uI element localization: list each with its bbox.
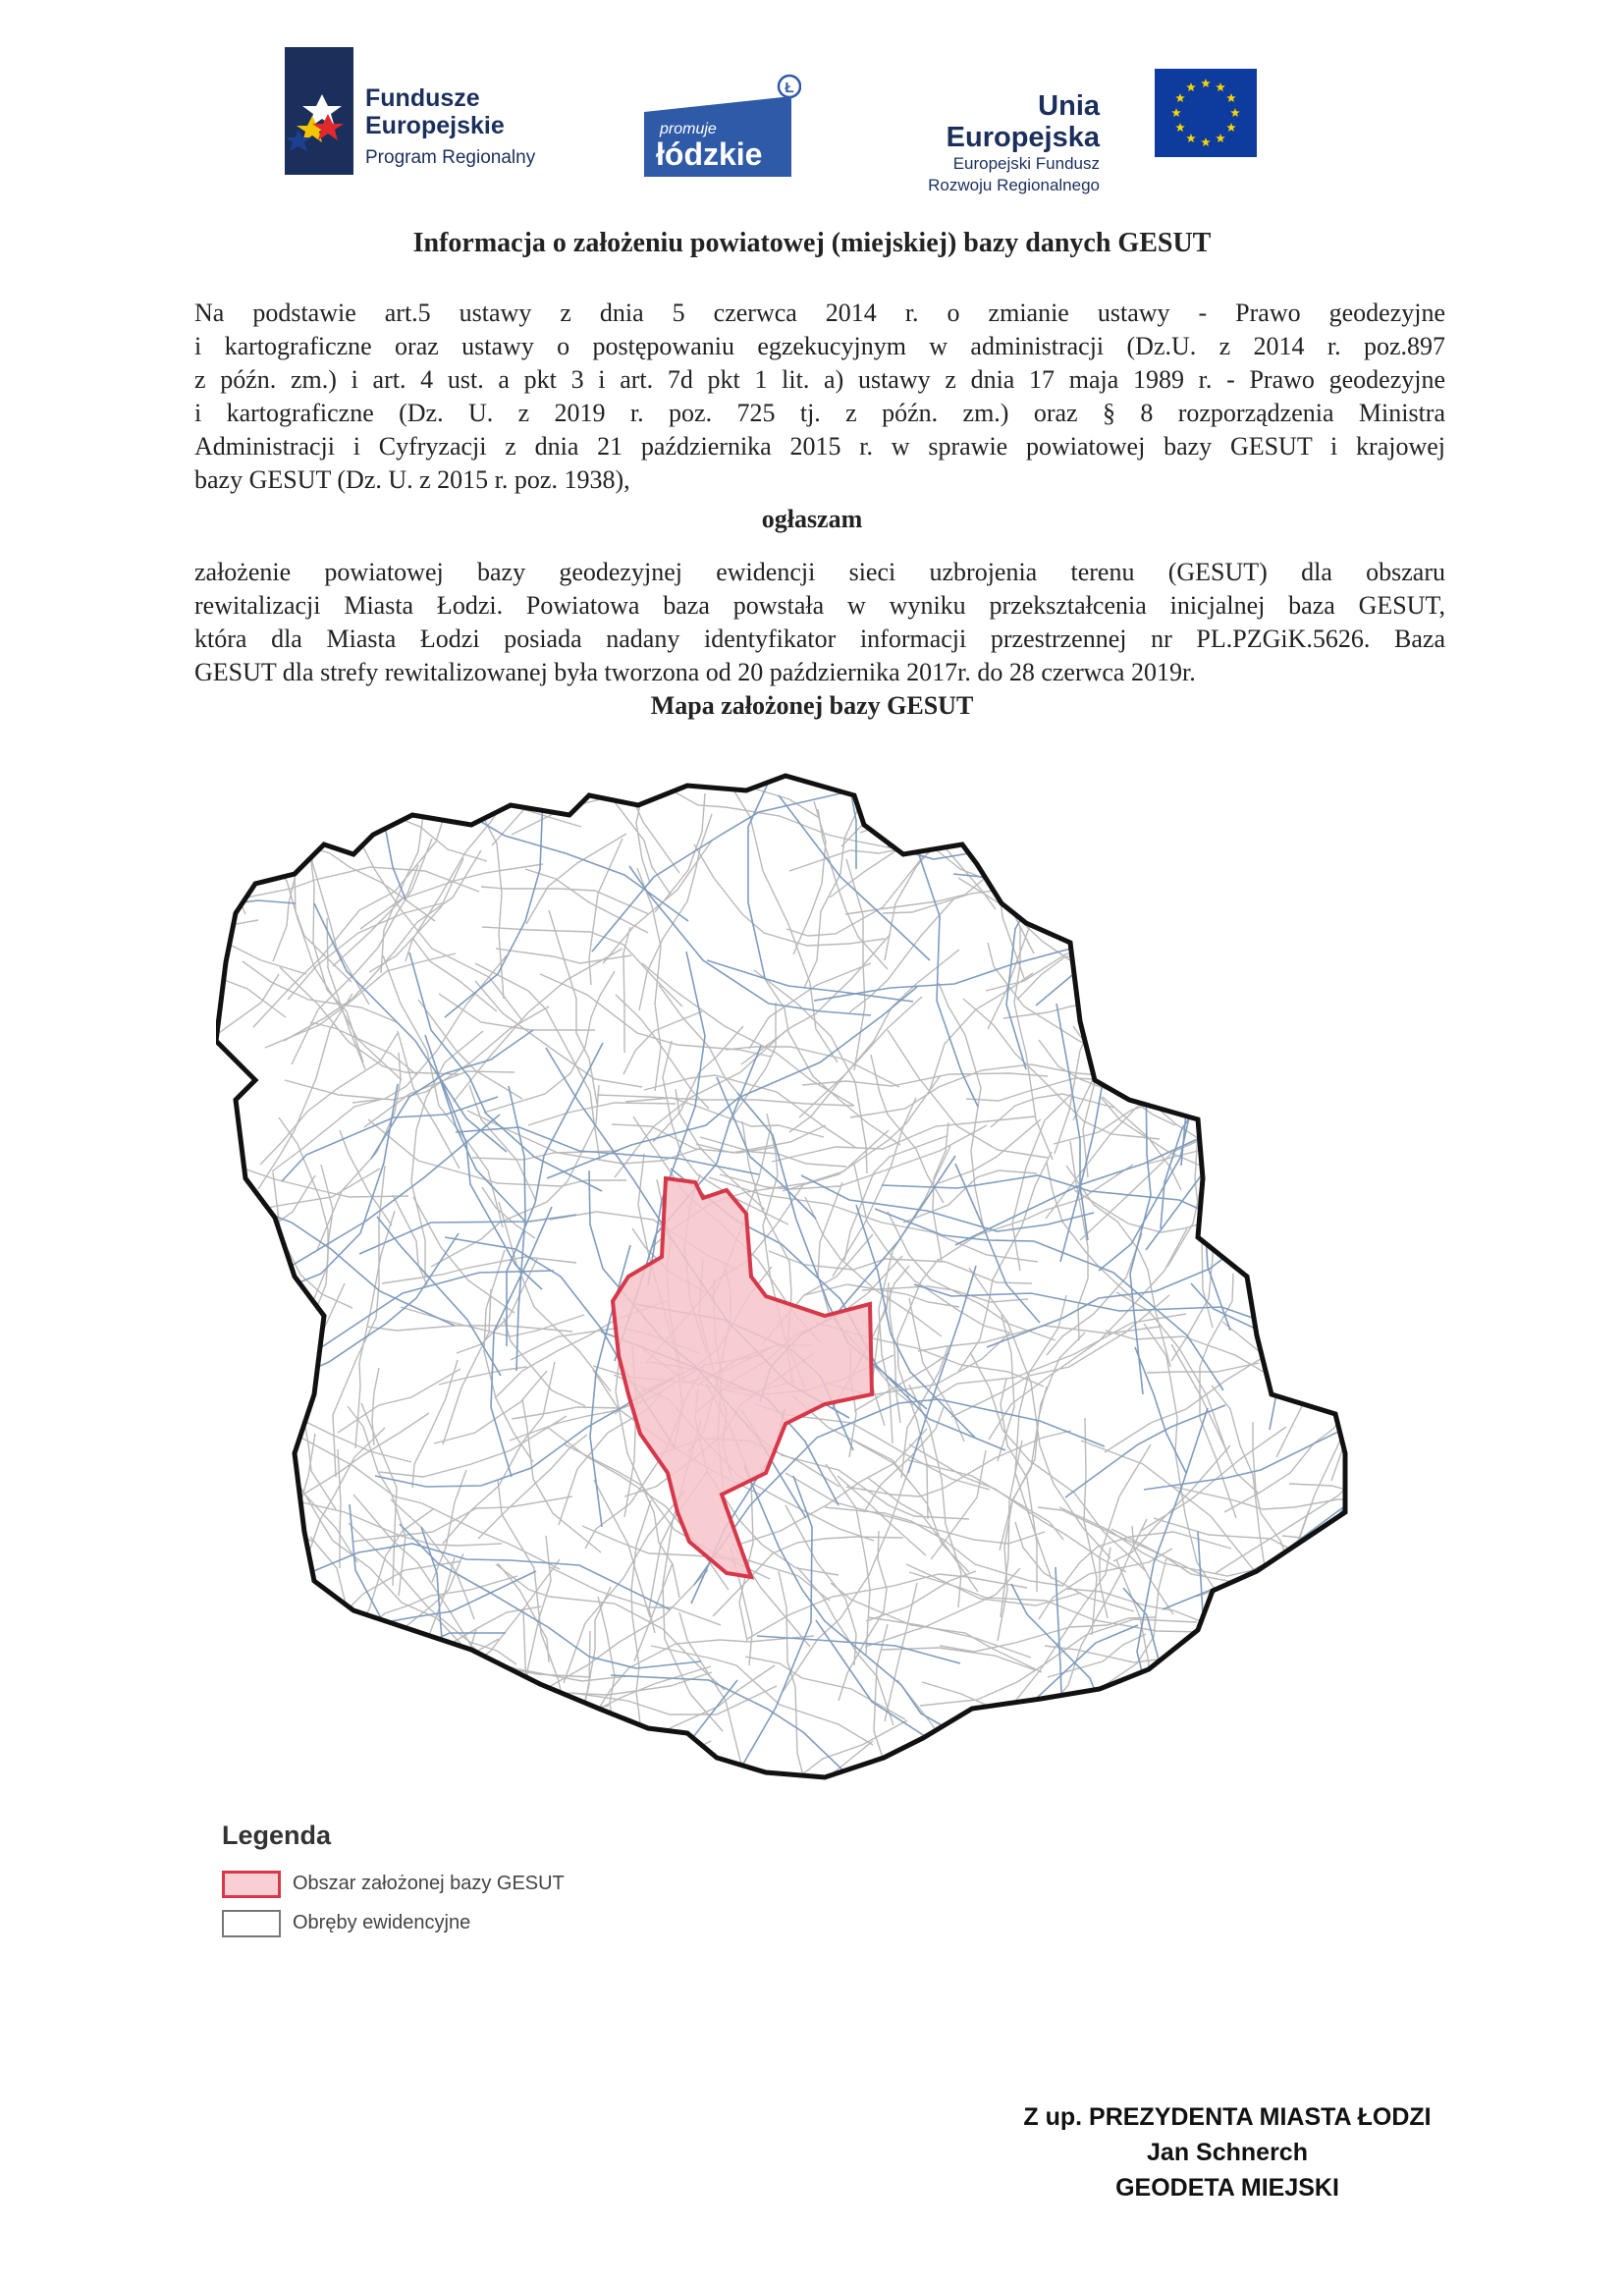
legend-title: Legenda bbox=[222, 1821, 332, 1850]
legend-label: Obręby ewidencyjne bbox=[293, 1912, 471, 1933]
gesut-map bbox=[216, 766, 1414, 1797]
street-line bbox=[1321, 1195, 1414, 1249]
street-line bbox=[1235, 903, 1295, 997]
street-line bbox=[860, 798, 1028, 833]
street-line bbox=[356, 1677, 497, 1797]
street-line bbox=[1337, 1352, 1414, 1385]
street-line bbox=[1175, 887, 1214, 1074]
para1-line: i kartograficzne (Dz. U. z 2019 r. poz. 725 tj. z późn. zm.) oraz § 8 rozporządzenia Ministra bbox=[194, 399, 1445, 427]
street-line bbox=[337, 1772, 369, 1797]
street-line bbox=[238, 1478, 253, 1666]
street-line bbox=[216, 1332, 240, 1524]
street-line bbox=[1167, 766, 1237, 854]
street-line bbox=[396, 1731, 628, 1771]
para1-line: z późn. zm.) i art. 4 ust. a pkt 3 i art. 7d pkt 1 lit. a) ustawy z dnia 17 maja 1989 r. - Prawo geodezyjne bbox=[194, 365, 1445, 394]
street-line bbox=[1203, 1664, 1287, 1738]
street-line bbox=[1343, 1464, 1414, 1480]
fe-line2: Europejskie bbox=[365, 112, 505, 139]
street-line bbox=[1272, 1157, 1280, 1253]
street-line bbox=[1147, 1007, 1372, 1037]
street-line bbox=[1324, 1656, 1414, 1797]
street-line bbox=[216, 1479, 246, 1594]
street-line bbox=[1036, 818, 1359, 1006]
lodz-circle-glyph: Ł bbox=[785, 80, 794, 96]
logo-strip bbox=[285, 26, 1296, 194]
street-line bbox=[1312, 899, 1320, 1112]
street-line bbox=[497, 1724, 649, 1797]
street-line bbox=[1104, 953, 1312, 1037]
street-line bbox=[392, 1629, 476, 1797]
street-line bbox=[1003, 766, 1139, 793]
promuje-text: promuje bbox=[660, 121, 717, 137]
street-line bbox=[1299, 1730, 1414, 1797]
street-line bbox=[1230, 818, 1363, 1080]
street-line bbox=[568, 766, 601, 793]
ue-sub2: Rozwoju Regionalnego bbox=[928, 176, 1100, 194]
street-line bbox=[1332, 848, 1414, 872]
street-line bbox=[1031, 1733, 1231, 1797]
para1-line: bazy GESUT (Dz. U. z 2015 r. poz. 1938), bbox=[194, 465, 630, 494]
street-line bbox=[1158, 974, 1261, 991]
street-line bbox=[219, 1593, 289, 1760]
street-line bbox=[922, 766, 1077, 843]
eu-flag-icon bbox=[1155, 69, 1257, 157]
para2-line: która dla Miasta Łodzi posiada nadany identyfikator informacji przestrzennej nr PL.PZGiK.5626. Baza bbox=[194, 625, 1445, 653]
fe-logo-text bbox=[365, 84, 535, 171]
street-line bbox=[1302, 766, 1364, 823]
street-line bbox=[1308, 1653, 1414, 1770]
legend-label: Obszar założonej bazy GESUT bbox=[293, 1873, 565, 1894]
street-line bbox=[1245, 1119, 1414, 1170]
street-line bbox=[1203, 1229, 1414, 1242]
para2-line: GESUT dla strefy rewitalizowanej była tworzona od 20 października 2017r. do 28 czerwca 2019r. bbox=[194, 658, 1196, 686]
street-line bbox=[1165, 766, 1281, 792]
street-line bbox=[1217, 788, 1306, 948]
street-line bbox=[532, 1738, 596, 1797]
fe-line1: Fundusze bbox=[365, 84, 480, 112]
street-line bbox=[775, 766, 964, 776]
street-line bbox=[579, 766, 644, 783]
street-line bbox=[1349, 1096, 1414, 1403]
fe-star-icon bbox=[285, 47, 363, 175]
announce-word: ogłaszam bbox=[761, 505, 863, 533]
street-line bbox=[1046, 785, 1142, 922]
street-line bbox=[1189, 766, 1251, 841]
street-line bbox=[216, 766, 270, 841]
street-line bbox=[1206, 1161, 1394, 1220]
street-line bbox=[216, 817, 275, 856]
para2-line: rewitalizacji Miasta Łodzi. Powiatowa baza powstała w wyniku przekształcenia inicjalnej baza GESUT, bbox=[194, 591, 1445, 620]
para1-line: Na podstawie art.5 ustawy z dnia 5 czerwca 2014 r. o zmianie ustawy - Prawo geodezyjne bbox=[194, 299, 1445, 327]
street-line bbox=[1240, 887, 1299, 992]
street-line bbox=[593, 1741, 711, 1796]
street-line bbox=[1068, 766, 1150, 842]
street-line bbox=[216, 1421, 306, 1685]
street-line bbox=[525, 766, 622, 785]
street-line bbox=[1270, 1583, 1409, 1720]
street-line bbox=[986, 829, 1090, 844]
street-line bbox=[1205, 930, 1216, 1133]
street-line bbox=[1153, 811, 1289, 910]
street-line bbox=[1256, 1573, 1338, 1751]
legend-swatch-red bbox=[222, 1871, 281, 1898]
street-line bbox=[485, 1728, 576, 1797]
ue-title: Unia Europejska bbox=[946, 90, 1100, 153]
street-line bbox=[1233, 876, 1282, 960]
signature-title: GEODETA MIEJSKI bbox=[1115, 2174, 1339, 2202]
street-line bbox=[307, 766, 350, 792]
street-line bbox=[1221, 1139, 1225, 1213]
street-line bbox=[1117, 810, 1254, 877]
street-line bbox=[1109, 832, 1205, 1013]
street-line bbox=[216, 766, 236, 851]
street-line bbox=[1374, 1275, 1414, 1404]
ue-logo-text bbox=[882, 90, 1100, 196]
street-line bbox=[1212, 1085, 1285, 1270]
street-line bbox=[1369, 1607, 1414, 1649]
signature-name: Jan Schnerch bbox=[1147, 2139, 1308, 2166]
street-line bbox=[1093, 1718, 1166, 1797]
street-line bbox=[1147, 935, 1283, 1085]
street-line bbox=[1291, 1227, 1410, 1345]
street-line bbox=[285, 1561, 316, 1720]
para2-line: założenie powiatowej bazy geodezyjnej ewidencji sieci uzbrojenia terenu (GESUT) dla obszaru bbox=[194, 558, 1445, 586]
street-line bbox=[911, 1762, 1102, 1797]
street-line bbox=[1309, 873, 1414, 880]
street-line bbox=[1113, 766, 1137, 898]
street-line bbox=[216, 1504, 272, 1525]
street-line bbox=[336, 1639, 499, 1774]
street-line bbox=[1080, 777, 1091, 943]
street-line bbox=[1339, 1646, 1414, 1748]
street-line bbox=[1343, 1137, 1414, 1228]
street-line bbox=[1264, 771, 1414, 804]
street-line bbox=[1110, 1006, 1292, 1024]
street-line bbox=[566, 766, 685, 778]
street-line bbox=[1093, 766, 1162, 952]
street-line bbox=[1248, 889, 1272, 1125]
street-line bbox=[1091, 766, 1146, 918]
street-line bbox=[1202, 982, 1320, 1101]
street-line bbox=[1239, 1098, 1414, 1153]
fe-line3: Program Regionalny bbox=[365, 147, 536, 168]
street-line bbox=[216, 1262, 255, 1322]
street-line bbox=[270, 1728, 622, 1779]
street-line bbox=[216, 1606, 322, 1761]
street-line bbox=[255, 1269, 289, 1461]
street-line bbox=[216, 1521, 305, 1648]
street-line bbox=[1211, 843, 1403, 1067]
street-line bbox=[1019, 855, 1229, 910]
street-line bbox=[216, 1344, 301, 1419]
legal-basis-paragraph bbox=[194, 297, 1445, 497]
street-line bbox=[1202, 766, 1275, 801]
street-line bbox=[216, 1667, 298, 1709]
street-line bbox=[1362, 1023, 1414, 1268]
legend-swatch-white bbox=[222, 1910, 281, 1937]
street-line bbox=[216, 1551, 309, 1712]
street-line bbox=[328, 766, 570, 794]
street-line bbox=[957, 766, 1025, 850]
ue-sub1: Europejski Fundusz bbox=[952, 154, 1100, 173]
street-line bbox=[1310, 923, 1414, 1226]
street-line bbox=[1364, 962, 1410, 1102]
street-line bbox=[1233, 978, 1406, 1026]
street-line bbox=[1211, 1722, 1329, 1744]
lodzkie-text: łódzkie bbox=[656, 136, 763, 172]
signature-block bbox=[982, 2099, 1473, 2205]
para1-line: i kartograficzne oraz ustawy o postępowaniu egzekucyjnym w administracji (Dz.U. z 2014 r. poz.897 bbox=[194, 332, 1445, 360]
street-line bbox=[1245, 915, 1413, 995]
signature-line1: Z up. PREZYDENTA MIASTA ŁODZI bbox=[1023, 2103, 1432, 2131]
street-line bbox=[1031, 766, 1140, 825]
street-line bbox=[1256, 845, 1414, 909]
street-line bbox=[1161, 1002, 1278, 1065]
map-caption: Mapa założonej bazy GESUT bbox=[650, 691, 974, 720]
street-line bbox=[253, 1756, 390, 1797]
street-line bbox=[1352, 1222, 1414, 1290]
para1-line: Administracji i Cyfryzacji z dnia 21 października 2015 r. w sprawie powiatowej bazy GESUT i krajowej bbox=[194, 432, 1445, 461]
street-line bbox=[1349, 1241, 1414, 1330]
street-line bbox=[1021, 809, 1111, 876]
street-line bbox=[1312, 1215, 1400, 1327]
street-network bbox=[216, 766, 1414, 1797]
street-line bbox=[407, 1674, 458, 1797]
street-line bbox=[1320, 1017, 1357, 1142]
street-line bbox=[216, 1755, 425, 1777]
street-line bbox=[1204, 1762, 1368, 1797]
street-line bbox=[1190, 766, 1202, 794]
street-line bbox=[1354, 1741, 1369, 1797]
street-line bbox=[1263, 784, 1280, 1001]
street-line bbox=[216, 832, 297, 866]
street-line bbox=[216, 1666, 261, 1733]
street-line bbox=[1363, 1304, 1414, 1406]
street-line bbox=[224, 766, 356, 825]
document-title: Informacja o założeniu powiatowej (miejskiej) bazy danych GESUT bbox=[412, 228, 1212, 258]
street-line bbox=[1063, 1730, 1226, 1797]
street-line bbox=[1149, 797, 1414, 921]
street-line bbox=[1254, 1054, 1282, 1189]
street-line bbox=[1144, 788, 1414, 869]
street-line bbox=[1186, 791, 1336, 986]
street-line bbox=[1113, 905, 1325, 944]
fundusze-europejskie-logo bbox=[285, 47, 579, 185]
street-line bbox=[216, 1133, 238, 1171]
promuje-lodzkie-logo bbox=[644, 73, 801, 181]
street-line bbox=[1365, 1476, 1414, 1539]
street-line bbox=[1165, 902, 1275, 1004]
announcement-paragraph bbox=[194, 556, 1445, 689]
street-line bbox=[216, 789, 245, 914]
street-line bbox=[1115, 930, 1414, 1043]
street-line bbox=[953, 874, 1289, 884]
street-line bbox=[1300, 766, 1414, 846]
street-line bbox=[1304, 900, 1414, 957]
street-line bbox=[264, 1633, 506, 1797]
street-line bbox=[216, 1334, 274, 1581]
street-line bbox=[1335, 1035, 1414, 1197]
street-line bbox=[1028, 766, 1070, 929]
street-line bbox=[216, 1703, 318, 1714]
street-line bbox=[1295, 1664, 1317, 1797]
